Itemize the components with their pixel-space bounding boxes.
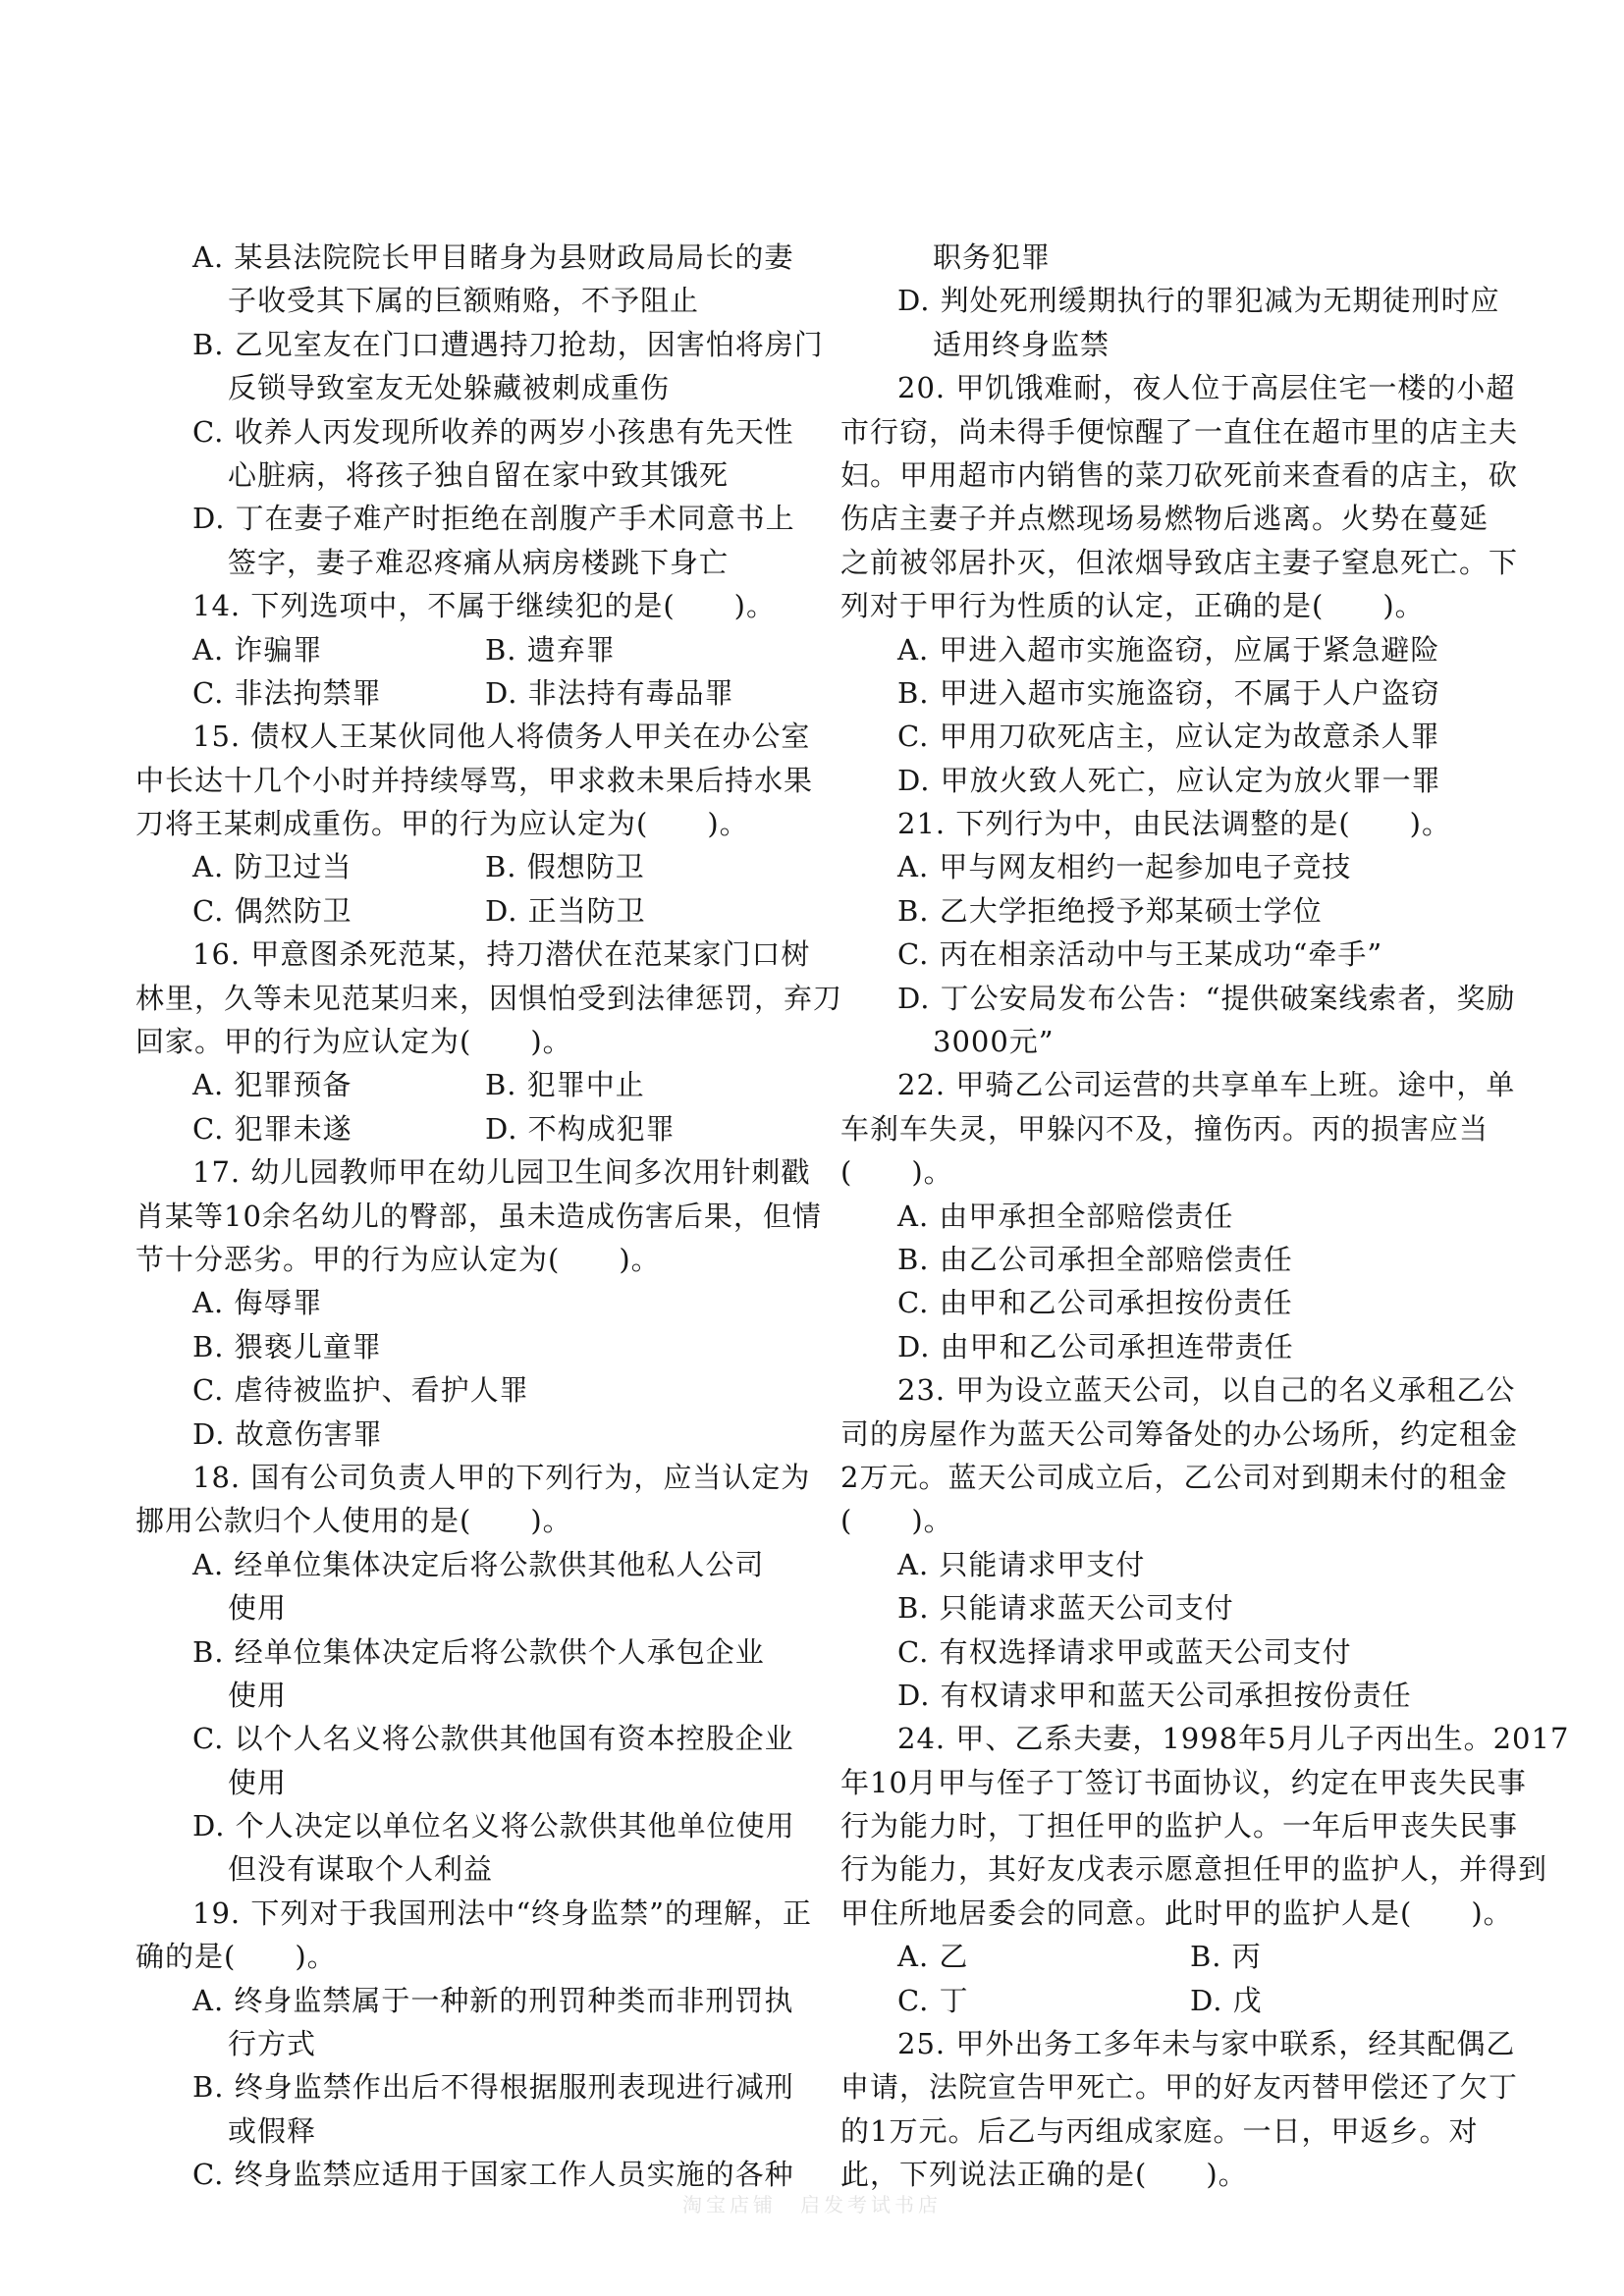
option-row [135, 671, 784, 715]
question-line: 伤店主妻子并点燃现场易燃物后逃离。火势在蔓延 [840, 502, 1489, 536]
option-line: B. 乙见室友在门口遭遇持刀抢劫，因害怕将房门 [192, 327, 824, 361]
option-line: 使用 [228, 1678, 288, 1712]
question-line: 的1万元。后乙与丙组成家庭。一日，甲返乡。对 [840, 2113, 1479, 2148]
option-text: D. 非法持有毒品罪 [485, 675, 734, 710]
footer-watermark: 淘宝店铺 启发考试书店 [682, 2193, 942, 2216]
option-line: 但没有谋取个人利益 [228, 1852, 494, 1887]
question-line: 申请，法院宣告甲死亡。甲的好友丙替甲偿还了欠丁 [840, 2070, 1519, 2105]
option-line: D. 甲放火致人死亡，应认定为放火罪一罪 [897, 763, 1441, 797]
question-line: 节十分恶劣。甲的行为应认定为( )。 [135, 1242, 661, 1276]
option-text: A. 诈骗罪 [192, 632, 323, 667]
option-line: C. 由甲和乙公司承担按份责任 [897, 1286, 1293, 1320]
question-line: 车刹车失灵，甲躲闪不及，撞伤丙。丙的损害应当 [840, 1111, 1489, 1146]
option-text: B. 遗弃罪 [485, 632, 616, 667]
option-text: C. 非法拘禁罪 [192, 675, 382, 710]
question-line: 回家。甲的行为应认定为( )。 [135, 1025, 572, 1059]
question-line: 20. 甲饥饿难耐，夜人位于高层住宅一楼的小超 [897, 371, 1516, 405]
option-line: 使用 [228, 1591, 288, 1626]
question-line: 年10月甲与侄子丁签订书面协议，约定在甲丧失民事 [840, 1765, 1527, 1799]
option-row [135, 1063, 784, 1106]
question-line: 21. 下列行为中，由民法调整的是( )。 [897, 807, 1451, 841]
option-line: A. 经单位集体决定后将公款供其他私人公司 [192, 1547, 765, 1581]
option-line: D. 个人决定以单位名义将公款供其他单位使用 [192, 1809, 795, 1843]
option-row [135, 889, 784, 933]
question-line: 19. 下列对于我国刑法中“终身监禁”的理解，正 [192, 1896, 812, 1930]
option-text: A. 乙 [897, 1940, 969, 1974]
option-line: A. 侮辱罪 [192, 1286, 323, 1320]
question-line: 14. 下列选项中，不属于继续犯的是( )。 [192, 589, 776, 623]
option-line: 3000元” [933, 1025, 1055, 1059]
option-text: B. 丙 [1190, 1940, 1262, 1974]
question-line: 行为能力时，丁担任甲的监护人。一年后甲丧失民事 [840, 1809, 1519, 1843]
question-line: 刀将王某刺成重伤。甲的行为应认定为( )。 [135, 807, 749, 841]
option-line: C. 丙在相亲活动中与王某成功“牵手” [897, 937, 1383, 972]
option-line: D. 丁在妻子难产时拒绝在剖腹产手术同意书上 [192, 502, 795, 536]
option-line: B. 由乙公司承担全部赔偿责任 [897, 1242, 1293, 1276]
question-line: 18. 国有公司负责人甲的下列行为，应当认定为 [192, 1460, 811, 1494]
option-line: 行方式 [228, 2027, 317, 2061]
question-line: 妇。甲用超市内销售的菜刀砍死前来查看的店主，砍 [840, 457, 1519, 492]
option-line: 使用 [228, 1765, 288, 1799]
option-text: A. 防卫过当 [192, 850, 352, 884]
option-line: D. 有权请求甲和蓝天公司承担按份责任 [897, 1678, 1412, 1712]
option-line: 反锁导致室友无处躲藏被刺成重伤 [228, 371, 671, 405]
question-line: 市行窃，尚未得手便惊醒了一直住在超市里的店主夫 [840, 414, 1519, 449]
option-line: A. 甲与网友相约一起参加电子竞技 [897, 850, 1352, 884]
option-line: C. 虐待被监护、看护人罪 [192, 1373, 529, 1408]
question-line: 甲住所地居委会的同意。此时甲的监护人是( )。 [840, 1896, 1513, 1930]
question-line: 24. 甲、乙系夫妻，1998年5月儿子丙出生。2017 [897, 1722, 1570, 1756]
question-line: 25. 甲外出务工多年未与家中联系，经其配偶乙 [897, 2027, 1516, 2061]
question-line: 中长达十几个小时并持续辱骂，甲求救未果后持水果 [135, 763, 814, 797]
option-row [840, 1979, 1498, 2022]
question-line: ( )。 [840, 1504, 953, 1538]
question-line: 15. 债权人王某伙同他人将债务人甲关在办公室 [192, 720, 811, 754]
question-line: 此，下列说法正确的是( )。 [840, 2158, 1248, 2192]
question-line: 22. 甲骑乙公司运营的共享单车上班。途中，单 [897, 1068, 1516, 1102]
option-line: A. 只能请求甲支付 [897, 1547, 1146, 1581]
option-line: D. 由甲和乙公司承担连带责任 [897, 1329, 1294, 1363]
option-row [135, 628, 784, 671]
option-row [840, 1935, 1498, 1978]
question-line: 肖某等10余名幼儿的臀部，虽未造成伤害后果，但情 [135, 1199, 822, 1233]
option-line: C. 以个人名义将公款供其他国有资本控股企业 [192, 1722, 794, 1756]
question-line: 林里，久等未见范某归来，因惧怕受到法律惩罚，弃刀 [135, 981, 843, 1015]
option-text: C. 偶然防卫 [192, 893, 352, 928]
left-column [135, 236, 843, 2197]
question-line: 之前被邻居扑灭，但浓烟导致店主妻子窒息死亡。下 [840, 545, 1519, 579]
option-line: B. 终身监禁作出后不得根据服刑表现进行减刑 [192, 2070, 794, 2105]
question-line: 16. 甲意图杀死范某，持刀潜伏在范某家门口树 [192, 937, 811, 972]
option-text: D. 戊 [1190, 1983, 1263, 2017]
option-line: A. 甲进入超市实施盗窃，应属于紧急避险 [897, 632, 1440, 667]
option-text: C. 犯罪未遂 [192, 1111, 352, 1146]
question-line: 23. 甲为设立蓝天公司，以自己的名义承租乙公 [897, 1373, 1516, 1408]
option-line: D. 丁公安局发布公告：“提供破案线索者，奖励 [897, 981, 1516, 1015]
option-row [135, 1107, 784, 1150]
option-line: C. 有权选择请求甲或蓝天公司支付 [897, 1634, 1352, 1669]
option-line: A. 某县法院院长甲目睹身为县财政局局长的妻 [192, 240, 794, 274]
option-line: D. 故意伤害罪 [192, 1416, 383, 1451]
question-line: 列对于甲行为性质的认定，正确的是( )。 [840, 589, 1425, 623]
option-row [135, 845, 784, 888]
question-line: 17. 幼儿园教师甲在幼儿园卫生间多次用针刺戳 [192, 1155, 811, 1190]
option-text: B. 假想防卫 [485, 850, 645, 884]
option-line: 心脏病，将孩子独自留在家中致其饿死 [228, 457, 730, 492]
option-line: D. 判处死刑缓期执行的罪犯减为无期徒刑时应 [897, 284, 1500, 318]
option-line: 或假释 [228, 2113, 317, 2148]
option-line: B. 乙大学拒绝授予郑某硕士学位 [897, 893, 1323, 928]
option-line: C. 终身监禁应适用于国家工作人员实施的各种 [192, 2158, 794, 2192]
question-line: 司的房屋作为蓝天公司筹备处的办公场所，约定租金 [840, 1416, 1519, 1451]
option-line: C. 甲用刀砍死店主，应认定为故意杀人罪 [897, 720, 1440, 754]
option-text: D. 正当防卫 [485, 893, 646, 928]
option-line: 子收受其下属的巨额贿赂，不予阻止 [228, 284, 700, 318]
option-line: C. 收养人丙发现所收养的两岁小孩患有先天性 [192, 414, 794, 449]
option-line: B. 经单位集体决定后将公款供个人承包企业 [192, 1634, 765, 1669]
question-line: 行为能力，其好友戊表示愿意担任甲的监护人，并得到 [840, 1852, 1548, 1887]
option-line: A. 由甲承担全部赔偿责任 [897, 1199, 1234, 1233]
option-text: D. 不构成犯罪 [485, 1111, 676, 1146]
option-text: B. 犯罪中止 [485, 1068, 645, 1102]
option-line: 签字，妻子难忍疼痛从病房楼跳下身亡 [228, 545, 730, 579]
question-line: 挪用公款归个人使用的是( )。 [135, 1504, 572, 1538]
question-line: 确的是( )。 [135, 1940, 337, 1974]
option-line: A. 终身监禁属于一种新的刑罚种类而非刑罚执 [192, 1983, 794, 2017]
question-line: ( )。 [840, 1155, 953, 1190]
right-column [840, 236, 1570, 2197]
option-line: 适用终身监禁 [933, 327, 1110, 361]
question-line: 2万元。蓝天公司成立后，乙公司对到期未付的租金 [840, 1460, 1508, 1494]
option-line: 职务犯罪 [933, 240, 1052, 274]
option-text: A. 犯罪预备 [192, 1068, 352, 1102]
option-text: C. 丁 [897, 1983, 969, 2017]
option-line: B. 猥亵儿童罪 [192, 1329, 382, 1363]
option-line: B. 甲进入超市实施盗窃，不属于人户盗窃 [897, 675, 1440, 710]
option-line: B. 只能请求蓝天公司支付 [897, 1591, 1234, 1626]
